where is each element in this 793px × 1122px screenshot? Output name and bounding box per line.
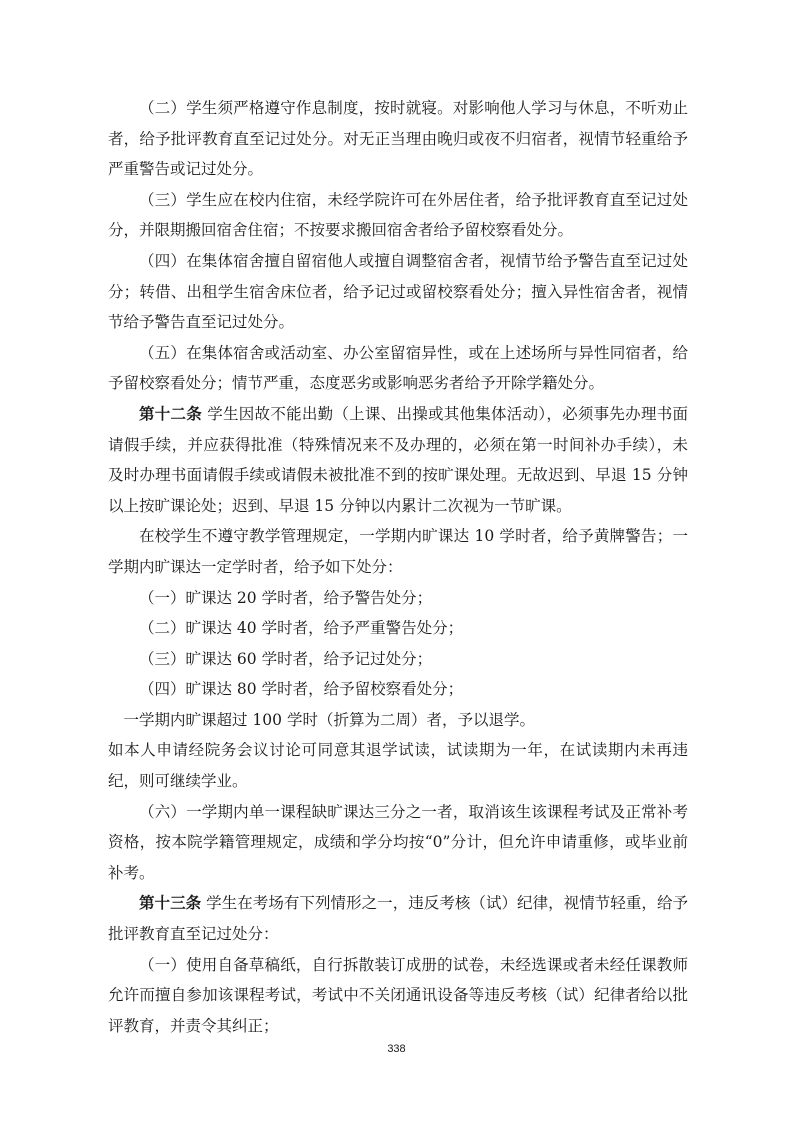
probation-rule: 如本人申请经院务会议讨论可同意其退学试读，试读期为一年，在试读期内未再违纪，则可继续学业。 xyxy=(108,741,688,791)
dropout-rule: 一学期内旷课超过 100 学时（折算为二周）者，予以退学。 xyxy=(123,710,535,729)
page-number: 338 xyxy=(387,1043,406,1055)
article-heading: 第十三条 xyxy=(139,893,202,913)
paragraph-4: （四）在集体宿舍擅自留宿他人或擅自调整宿舍者，视情节给予警告直至记过处分；转借、出租学生宿舍床位者，给予记过或留校察看处分；擅入异性宿舍者，视情节给予警告直至记过处分。 xyxy=(108,251,688,332)
absence-item-3: （三）旷课达 60 学时者，给予记过处分； xyxy=(139,649,433,668)
article-13: 第十三条 学生在考场有下列情形之一，违反考核（试）纪律，视情节轻重，给予批评教育直至记过处分： xyxy=(108,893,688,944)
absence-item-2: （二）旷课达 40 学时者，给予严重警告处分； xyxy=(139,619,464,638)
document-body xyxy=(108,93,688,1041)
paragraph-6: （六）一学期内单一课程缺旷课达三分之一者，取消该生该课程考试及正常补考资格，按本院学籍管理规定，成绩和学分均按“0”分计，但允许申请重修，或毕业前补考。 xyxy=(108,802,688,882)
article-12: 第十二条 学生因故不能出勤（上课、出操或其他集体活动），必须事先办理书面请假手续，并应获得批准（特殊情况来不及办理的，必须在第一时间补办手续），未及时办理书面请假手续或请假未被批准不到的按旷课处理。无故迟到、早退 15 分钟以上按旷课论处；迟到、早退 15 分钟以内累计二次视为一节旷课。 xyxy=(108,403,688,515)
paragraph-3: （三）学生应在校内住宿，未经学院许可在外居住者，给予批评教育直至记过处分，并限期搬回宿舍住宿；不按要求搬回宿舍者给予留校察看处分。 xyxy=(108,190,688,240)
article-heading: 第十二条 xyxy=(139,403,203,423)
absence-item-4: （四）旷课达 80 学时者，给予留校察看处分； xyxy=(139,680,464,699)
paragraph-2: （二）学生须严格遵守作息制度，按时就寝。对影响他人学习与休息，不听劝止者，给予批评教育直至记过处分。对无正当理由晚归或夜不归宿者，视情节轻重给予严重警告或记过处分。 xyxy=(108,99,688,179)
paragraph-5: （五）在集体宿舍或活动室、办公室留宿异性，或在上述场所与异性同宿者，给予留校察看处分；情节严重，态度恶劣或影响恶劣者给予开除学籍处分。 xyxy=(108,343,688,393)
absence-item-1: （一）旷课达 20 学时者，给予警告处分； xyxy=(139,588,433,607)
absence-intro: 在校学生不遵守教学管理规定，一学期内旷课达 10 学时者，给予黄牌警告；一学期内旷课达一定学时者，给予如下处分： xyxy=(108,527,688,576)
exam-item-1: （一）使用自备草稿纸，自行拆散装订成册的试卷，未经选课或者未经任课教师允许而擅自参加该课程考试，考试中不关闭通讯设备等违反考核（试）纪律者给以批评教育，并责令其纠正； xyxy=(108,955,688,1035)
